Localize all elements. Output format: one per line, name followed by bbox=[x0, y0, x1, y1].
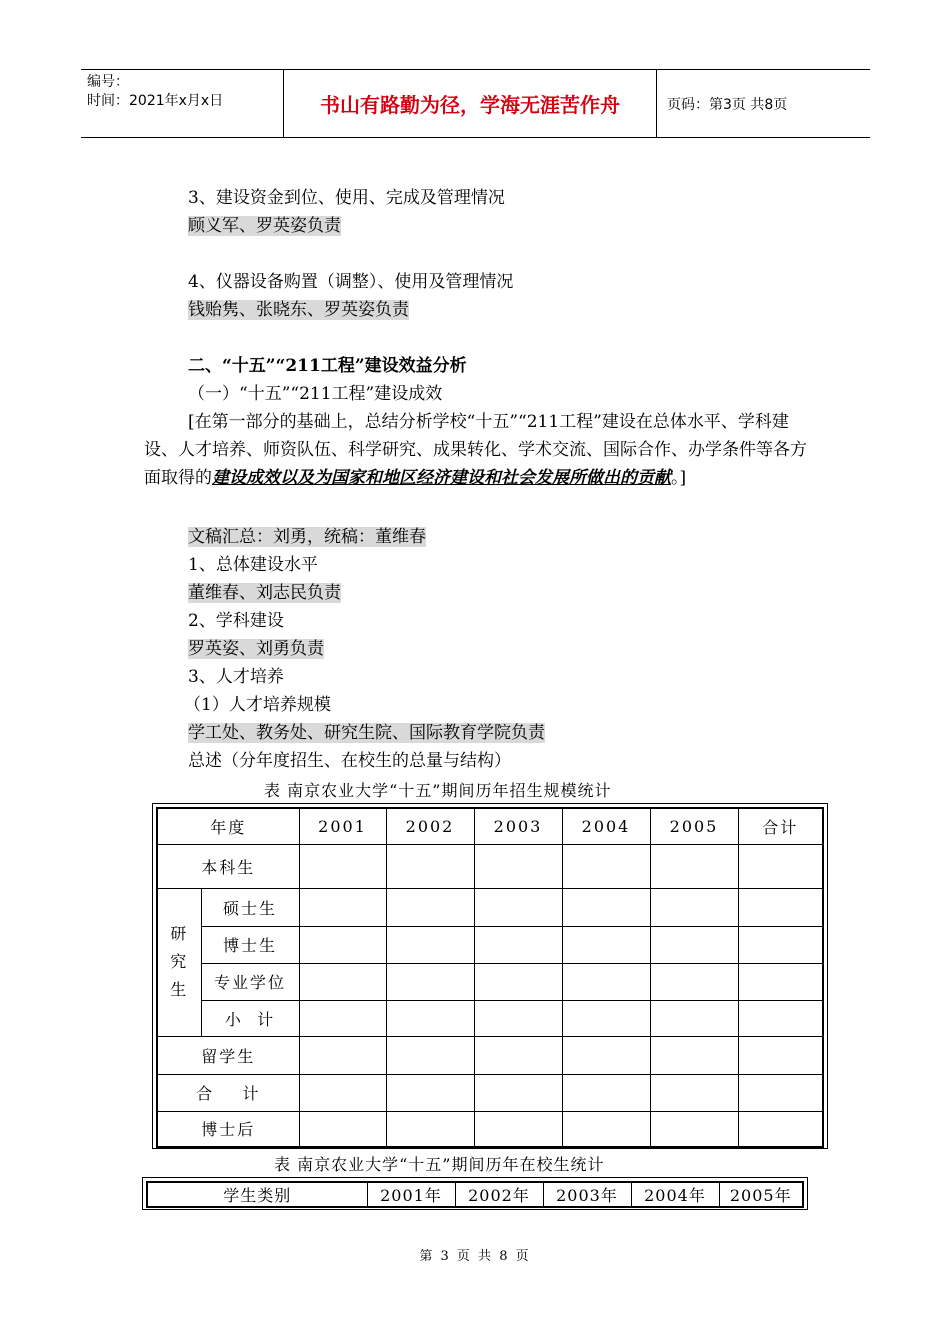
point-2-owner: 罗英姿、刘勇负责 bbox=[188, 639, 324, 659]
table-1-caption: 表 南京农业大学“十五”期间历年招生规模统计 bbox=[264, 781, 612, 800]
table-cell bbox=[386, 926, 474, 963]
table-cell bbox=[650, 963, 738, 1000]
row-doctor: 博士生 bbox=[201, 926, 299, 963]
point-3-1-owner-line bbox=[188, 720, 545, 746]
table-cell bbox=[562, 844, 650, 888]
intro-emphasis: 建设成效以及为国家和地区经济建设和社会发展所做出的贡献 bbox=[212, 468, 671, 488]
table-2-caption: 表 南京农业大学“十五”期间历年在校生统计 bbox=[274, 1155, 605, 1174]
page-header bbox=[81, 69, 870, 138]
table-cell bbox=[738, 1000, 823, 1036]
intro-end: 。] bbox=[671, 468, 687, 488]
year-col: 2002 bbox=[386, 808, 474, 844]
year-col: 2002年 bbox=[455, 1182, 543, 1207]
table-cell bbox=[474, 844, 562, 888]
point-1-owner: 董维春、刘志民负责 bbox=[188, 583, 341, 603]
year-col: 2003 bbox=[474, 808, 562, 844]
point-3-1-owner: 学工处、教务处、研究生院、国际教育学院负责 bbox=[188, 723, 545, 743]
table-cell bbox=[650, 1074, 738, 1111]
year-col: 2004年 bbox=[631, 1182, 719, 1207]
enrollment-table-frame bbox=[152, 803, 828, 1149]
table-cell bbox=[386, 1074, 474, 1111]
compile-note: 文稿汇总：刘勇，统稿：董维春 bbox=[188, 527, 426, 547]
table-cell bbox=[474, 1000, 562, 1036]
table-cell bbox=[650, 1036, 738, 1074]
doc-date: 时间：2021年x月x日 bbox=[87, 93, 224, 109]
table-cell bbox=[474, 1074, 562, 1111]
table-cell bbox=[562, 1036, 650, 1074]
table-row bbox=[157, 926, 823, 963]
table-row bbox=[157, 1000, 823, 1036]
table-row bbox=[157, 1036, 823, 1074]
item-4-owner: 钱贻隽、张晓东、罗英姿负责 bbox=[188, 300, 409, 320]
row-professional: 专业学位 bbox=[201, 963, 299, 1000]
grad-group-label bbox=[157, 888, 201, 1036]
table-cell bbox=[738, 1074, 823, 1111]
table-cell bbox=[299, 926, 386, 963]
row-foreign: 留学生 bbox=[157, 1036, 299, 1074]
students-table-frame bbox=[142, 1177, 808, 1210]
table-cell bbox=[386, 1111, 474, 1147]
item-4-title: 4、仪器设备购置（调整）、使用及管理情况 bbox=[188, 272, 514, 292]
table-cell bbox=[474, 1111, 562, 1147]
row-undergrad: 本科生 bbox=[157, 844, 299, 888]
grad-group-char: 研 bbox=[170, 924, 189, 943]
table-header-row bbox=[157, 808, 823, 844]
section-title: 二、“十五”“211工程”建设效益分析 bbox=[188, 356, 467, 376]
table-header-row bbox=[147, 1182, 803, 1207]
table-cell bbox=[738, 963, 823, 1000]
total-col: 合计 bbox=[738, 808, 823, 844]
header-student-type: 学生类别 bbox=[147, 1182, 367, 1207]
item-4-owner-line bbox=[188, 297, 409, 323]
enrollment-table bbox=[156, 807, 824, 1148]
table-cell bbox=[386, 1000, 474, 1036]
header-year: 年度 bbox=[157, 808, 299, 844]
point-3: 3、人才培养 bbox=[188, 667, 284, 687]
table-row bbox=[157, 888, 823, 926]
row-subtotal: 小 计 bbox=[201, 1000, 299, 1036]
year-col: 2005 bbox=[650, 808, 738, 844]
table-cell bbox=[299, 888, 386, 926]
header-motto: 书山有路勤为径，学海无涯苦作舟 bbox=[283, 70, 657, 137]
table-cell bbox=[562, 963, 650, 1000]
table-cell bbox=[299, 844, 386, 888]
table-cell bbox=[299, 1074, 386, 1111]
row-postdoc: 博士后 bbox=[157, 1111, 299, 1147]
table-cell bbox=[738, 888, 823, 926]
year-col: 2001 bbox=[299, 808, 386, 844]
table-cell bbox=[738, 926, 823, 963]
point-2: 2、学科建设 bbox=[188, 611, 284, 631]
header-meta bbox=[81, 70, 283, 137]
table-cell bbox=[299, 963, 386, 1000]
table-cell bbox=[650, 926, 738, 963]
point-1-owner-line bbox=[188, 580, 341, 606]
subsection-title: （一）“十五”“211工程”建设成效 bbox=[188, 384, 443, 404]
item-3-owner: 顾义军、罗英姿负责 bbox=[188, 216, 341, 236]
table-cell bbox=[386, 888, 474, 926]
table-row bbox=[157, 963, 823, 1000]
grad-group-char: 究 bbox=[170, 952, 189, 971]
table-cell bbox=[650, 1000, 738, 1036]
row-master: 硕士生 bbox=[201, 888, 299, 926]
table-cell bbox=[299, 1036, 386, 1074]
point-1: 1、总体建设水平 bbox=[188, 555, 318, 575]
point-3-1-desc: 总述（分年度招生、在校生的总量与结构） bbox=[188, 751, 511, 771]
table-cell bbox=[650, 888, 738, 926]
point-3-1: （1）人才培养规模 bbox=[184, 695, 331, 715]
table-cell bbox=[650, 844, 738, 888]
item-3-owner-line bbox=[188, 213, 341, 239]
point-2-owner-line bbox=[188, 636, 324, 662]
row-total: 合 计 bbox=[157, 1074, 299, 1111]
year-col: 2003年 bbox=[543, 1182, 631, 1207]
table-cell bbox=[738, 844, 823, 888]
table-cell bbox=[562, 888, 650, 926]
grad-group-char: 生 bbox=[170, 980, 189, 999]
page-footer: 第 3 页 共 8 页 bbox=[419, 1249, 531, 1264]
intro-text: [在第一部分的基础上，总结分析学校“十五”“211工程”建设在总体水平、学科建设、人才培养、师资队伍、科学研究、成果转化、学术交流、国际合作、办学条件等各方面取得的 bbox=[144, 412, 807, 488]
table-cell bbox=[299, 1000, 386, 1036]
table-cell bbox=[562, 1111, 650, 1147]
table-row bbox=[157, 844, 823, 888]
intro-paragraph bbox=[144, 408, 814, 492]
table-cell bbox=[562, 1074, 650, 1111]
table-cell bbox=[474, 963, 562, 1000]
table-cell bbox=[474, 888, 562, 926]
table-row bbox=[157, 1111, 823, 1147]
table-cell bbox=[386, 1036, 474, 1074]
header-page-info: 页码：第3页 共8页 bbox=[667, 96, 788, 113]
table-cell bbox=[562, 1000, 650, 1036]
students-table bbox=[146, 1181, 804, 1208]
table-cell bbox=[562, 926, 650, 963]
item-3-title: 3、建设资金到位、使用、完成及管理情况 bbox=[188, 188, 505, 208]
year-col: 2001年 bbox=[367, 1182, 455, 1207]
year-col: 2005年 bbox=[719, 1182, 803, 1207]
year-col: 2004 bbox=[562, 808, 650, 844]
table-cell bbox=[738, 1036, 823, 1074]
table-cell bbox=[386, 963, 474, 1000]
doc-number-label: 编号： bbox=[87, 74, 129, 90]
table-cell bbox=[299, 1111, 386, 1147]
table-cell bbox=[738, 1111, 823, 1147]
table-cell bbox=[474, 926, 562, 963]
table-cell bbox=[386, 844, 474, 888]
compile-note-line bbox=[188, 524, 426, 550]
table-cell bbox=[474, 1036, 562, 1074]
table-row bbox=[157, 1074, 823, 1111]
table-cell bbox=[650, 1111, 738, 1147]
